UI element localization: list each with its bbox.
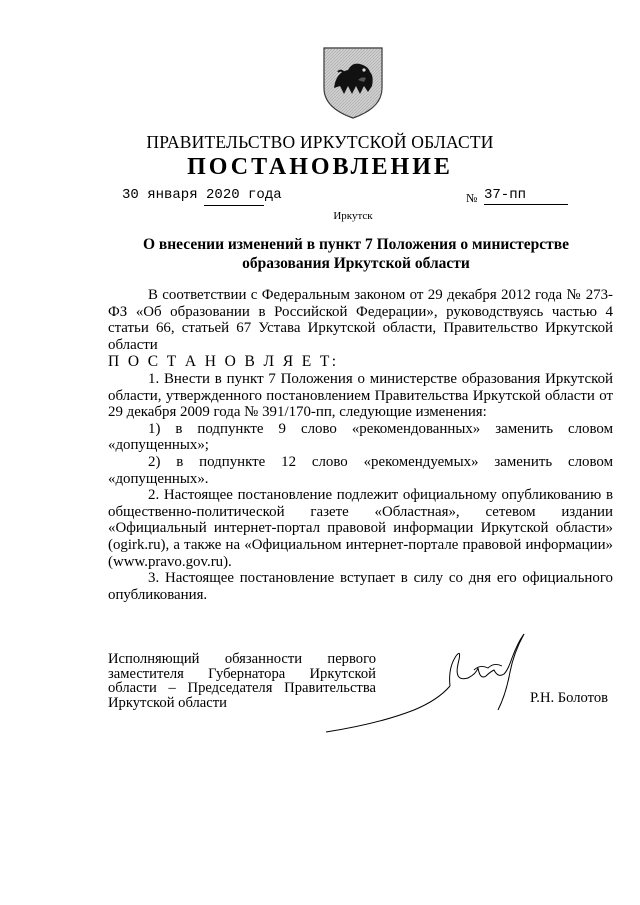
document-number-value: 37-пп [484,187,527,203]
signatory-line-4: Иркутской области [108,694,227,711]
title-line-2: образования Иркутской области [242,255,470,272]
title-line-1: О внесении изменений в пункт 7 Положения о министерстве [142,236,570,253]
signatory-line-1: Исполняющий обязанности первого [108,651,376,667]
item-3-paragraph: 3. Настоящее постановление вступает в силу со дня его официального опубликования. [108,570,613,603]
date-underline [204,205,264,206]
item-1-paragraph: 1. Внести в пункт 7 Положения о министерстве образования Иркутской области, утвержденного постановлением Правительства Иркутской области от 29 декабря 2009 года № 391/170-пп, следующие изменения: [108,370,613,421]
city: Иркутск [333,210,373,222]
document-body [108,287,613,603]
item-1-sub-2: 2) в подпункте 12 слово «рекомендуемых» заменить словом «допущенных». [108,453,613,487]
number-sign: № [466,191,478,205]
document-date: 30 января 2020 года [122,187,282,203]
item-1-sub-1: 1) в подпункте 9 слово «рекомендованных» заменить словом «допущенных»; [108,420,613,454]
item-2-paragraph: 2. Настоящее постановление подлежит официальному опубликованию в общественно-политической газете «Областная», сетевом издании «Официальный интернет-портал правовой информации Иркутской области» (ogirk.ru), а также на «Официальном интернет-портале правовой информации» (www.pravo.gov.ru). [108,487,613,570]
preamble-paragraph: В соответствии с Федеральным законом от 29 декабря 2012 года № 273-ФЗ «Об образовании в Российской Федерации», руководствуясь частью 4 статьи 66, статьей 67 Устава Иркутской области, Правительство Иркутской области [108,287,613,353]
resolves-heading: П О С Т А Н О В Л Я Е Т: [108,353,339,371]
signatory-line-3: области – Председателя Правительства [108,680,376,696]
document-type: ПОСТАНОВЛЕНИЕ [187,154,453,180]
handwritten-signature-icon [318,628,538,738]
document-title [108,235,604,273]
signer-name: Р.Н. Болотов [530,690,609,706]
signatory-line-2: заместителя Губернатора Иркутской [108,665,376,682]
coat-of-arms-icon [318,42,388,122]
document-number [484,187,568,205]
government-name: ПРАВИТЕЛЬСТВО ИРКУТСКОЙ ОБЛАСТИ [146,132,494,152]
